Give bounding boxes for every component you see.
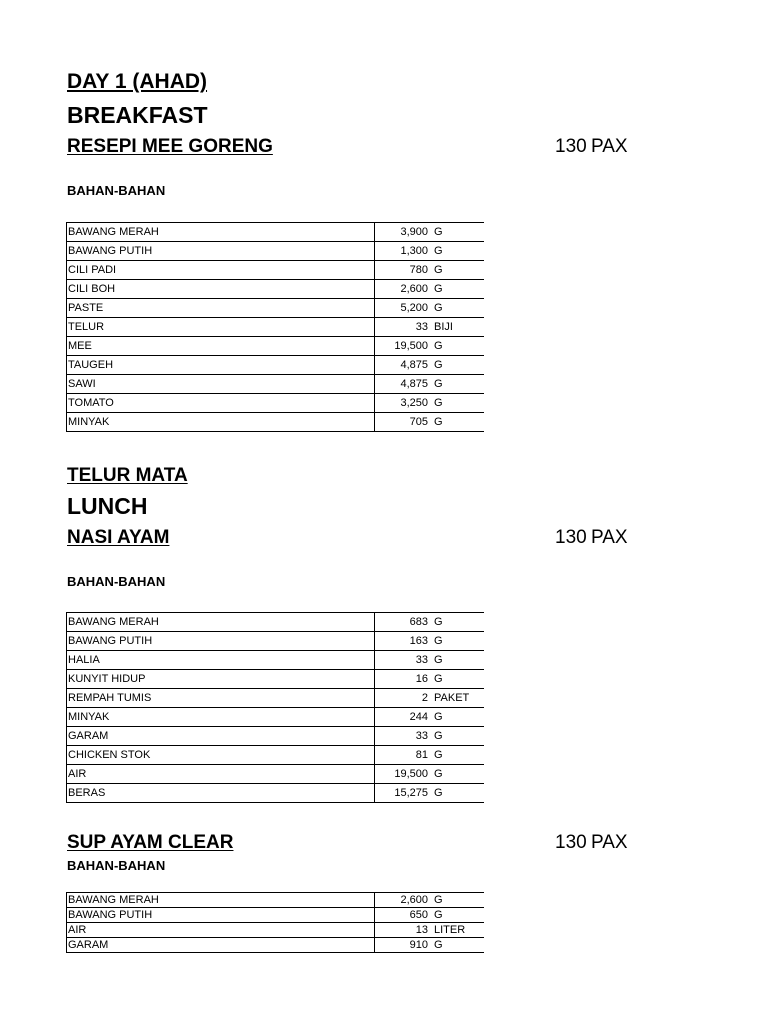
table-row — [67, 689, 485, 708]
table-row — [67, 375, 485, 394]
ingredient-quantity-cell — [375, 413, 485, 432]
ingredient-quantity-cell — [375, 670, 485, 689]
ingredient-quantity-cell — [375, 784, 485, 803]
pax-count-sup-ayam — [555, 832, 628, 854]
table-row — [67, 784, 485, 803]
ingredient-name: AIR — [67, 923, 375, 938]
ingredient-unit: G — [434, 635, 443, 647]
table-row — [67, 632, 485, 651]
ingredient-quantity: 19,500 — [394, 768, 428, 780]
ingredient-unit: G — [434, 264, 443, 276]
ingredient-quantity-cell — [375, 337, 485, 356]
pax-label: PAX — [591, 527, 628, 548]
table-row — [67, 223, 485, 242]
ingredient-unit: G — [434, 378, 443, 390]
recipe-title-mee-goreng: RESEPI MEE GORENG — [67, 136, 273, 157]
ingredient-unit: G — [434, 894, 443, 906]
ingredient-unit: G — [434, 302, 443, 314]
table-row — [67, 318, 485, 337]
ingredient-unit: G — [434, 768, 443, 780]
ingredient-quantity: 780 — [409, 264, 428, 276]
table-row — [67, 394, 485, 413]
ingredient-unit: G — [434, 909, 443, 921]
ingredient-unit: LITER — [434, 924, 466, 936]
ingredient-name: TOMATO — [67, 394, 375, 413]
ingredient-quantity-cell — [375, 613, 485, 632]
ingredient-quantity: 19,500 — [394, 340, 428, 352]
ingredient-quantity: 4,875 — [400, 378, 428, 390]
ingredient-quantity: 13 — [415, 924, 428, 936]
ingredients-table-mee-goreng — [66, 222, 484, 432]
ingredient-quantity-cell — [375, 765, 485, 784]
ingredient-unit: PAKET — [434, 692, 470, 704]
table-row — [67, 923, 485, 938]
ingredient-name: TELUR — [67, 318, 375, 337]
ingredient-name: BAWANG MERAH — [67, 613, 375, 632]
ingredient-unit: G — [434, 654, 443, 666]
pax-count-mee-goreng — [555, 136, 628, 158]
ingredient-quantity: 163 — [409, 635, 428, 647]
ingredient-name: BAWANG MERAH — [67, 223, 375, 242]
ingredient-quantity-cell — [375, 908, 485, 923]
ingredient-name: BERAS — [67, 784, 375, 803]
ingredients-heading: BAHAN-BAHAN — [67, 858, 166, 873]
pax-number: 130 — [555, 832, 587, 853]
table-row — [67, 413, 485, 432]
ingredient-quantity-cell — [375, 242, 485, 261]
ingredient-quantity: 33 — [415, 730, 428, 742]
ingredient-name: KUNYIT HIDUP — [67, 670, 375, 689]
pax-label: PAX — [591, 136, 628, 157]
ingredient-unit: G — [434, 673, 443, 685]
ingredient-quantity: 650 — [409, 909, 428, 921]
ingredient-name: BAWANG PUTIH — [67, 908, 375, 923]
ingredient-quantity-cell — [375, 318, 485, 337]
ingredient-quantity: 683 — [409, 616, 428, 628]
table-row — [67, 261, 485, 280]
ingredients-heading: BAHAN-BAHAN — [67, 574, 166, 589]
ingredient-unit: G — [434, 245, 443, 257]
table-row — [67, 765, 485, 784]
ingredient-name: AIR — [67, 765, 375, 784]
ingredient-quantity: 33 — [415, 321, 428, 333]
ingredient-unit: G — [434, 711, 443, 723]
table-row — [67, 708, 485, 727]
ingredient-quantity: 33 — [415, 654, 428, 666]
ingredient-name: CHICKEN STOK — [67, 746, 375, 765]
ingredient-quantity: 1,300 — [400, 245, 428, 257]
ingredient-name: GARAM — [67, 938, 375, 953]
table-row — [67, 893, 485, 908]
ingredient-quantity-cell — [375, 708, 485, 727]
meal-heading-breakfast: BREAKFAST — [67, 102, 208, 128]
ingredient-quantity-cell — [375, 299, 485, 318]
table-row — [67, 651, 485, 670]
ingredient-quantity: 81 — [415, 749, 428, 761]
ingredient-name: CILI PADI — [67, 261, 375, 280]
ingredient-quantity: 5,200 — [400, 302, 428, 314]
ingredient-quantity: 2 — [421, 692, 428, 704]
pax-number: 130 — [555, 527, 587, 548]
ingredient-quantity: 3,250 — [400, 397, 428, 409]
ingredient-quantity-cell — [375, 394, 485, 413]
ingredient-quantity-cell — [375, 280, 485, 299]
ingredient-name: MEE — [67, 337, 375, 356]
ingredient-quantity-cell — [375, 689, 485, 708]
ingredient-name: BAWANG PUTIH — [67, 632, 375, 651]
ingredient-unit: G — [434, 340, 443, 352]
ingredient-unit: G — [434, 416, 443, 428]
ingredient-name: REMPAH TUMIS — [67, 689, 375, 708]
ingredient-quantity: 16 — [415, 673, 428, 685]
ingredient-unit: G — [434, 730, 443, 742]
ingredient-name: SAWI — [67, 375, 375, 394]
ingredient-unit: BIJI — [434, 321, 453, 333]
table-row — [67, 670, 485, 689]
ingredient-name: CILI BOH — [67, 280, 375, 299]
ingredient-quantity-cell — [375, 632, 485, 651]
ingredient-quantity-cell — [375, 893, 485, 908]
ingredient-name: BAWANG MERAH — [67, 893, 375, 908]
meal-heading-lunch: LUNCH — [67, 493, 148, 519]
ingredient-unit: G — [434, 226, 443, 238]
ingredient-unit: G — [434, 787, 443, 799]
ingredient-quantity-cell — [375, 651, 485, 670]
ingredient-name: MINYAK — [67, 413, 375, 432]
ingredients-heading: BAHAN-BAHAN — [67, 183, 166, 198]
ingredient-unit: G — [434, 939, 443, 951]
ingredient-quantity-cell — [375, 261, 485, 280]
ingredient-name: MINYAK — [67, 708, 375, 727]
ingredient-quantity: 2,600 — [400, 894, 428, 906]
day-title: DAY 1 (AHAD) — [67, 70, 208, 93]
ingredient-quantity-cell — [375, 746, 485, 765]
recipe-title-telur-mata: TELUR MATA — [67, 465, 188, 486]
ingredient-name: GARAM — [67, 727, 375, 746]
pax-number: 130 — [555, 136, 587, 157]
pax-count-nasi-ayam — [555, 527, 628, 549]
table-row — [67, 280, 485, 299]
ingredient-quantity: 2,600 — [400, 283, 428, 295]
table-row — [67, 337, 485, 356]
recipe-title-sup-ayam-clear: SUP AYAM CLEAR — [67, 832, 234, 853]
table-row — [67, 242, 485, 261]
ingredient-unit: G — [434, 749, 443, 761]
ingredient-quantity: 705 — [409, 416, 428, 428]
table-row — [67, 356, 485, 375]
ingredient-unit: G — [434, 283, 443, 295]
table-row — [67, 299, 485, 318]
ingredient-name: BAWANG PUTIH — [67, 242, 375, 261]
ingredient-quantity: 4,875 — [400, 359, 428, 371]
ingredient-quantity-cell — [375, 727, 485, 746]
ingredient-name: TAUGEH — [67, 356, 375, 375]
ingredient-quantity-cell — [375, 923, 485, 938]
ingredient-quantity-cell — [375, 223, 485, 242]
table-row — [67, 938, 485, 953]
ingredient-unit: G — [434, 359, 443, 371]
ingredients-table-nasi-ayam — [66, 612, 484, 803]
table-row — [67, 727, 485, 746]
recipe-title-nasi-ayam: NASI AYAM — [67, 527, 170, 548]
ingredient-quantity: 244 — [409, 711, 428, 723]
ingredient-unit: G — [434, 397, 443, 409]
pax-label: PAX — [591, 832, 628, 853]
ingredient-quantity-cell — [375, 356, 485, 375]
table-row — [67, 746, 485, 765]
ingredients-table-sup-ayam — [66, 892, 484, 953]
ingredient-quantity: 15,275 — [394, 787, 428, 799]
ingredient-unit: G — [434, 616, 443, 628]
ingredient-quantity: 3,900 — [400, 226, 428, 238]
ingredient-quantity: 910 — [409, 939, 428, 951]
table-row — [67, 613, 485, 632]
ingredient-quantity-cell — [375, 375, 485, 394]
ingredient-name: PASTE — [67, 299, 375, 318]
table-row — [67, 908, 485, 923]
ingredient-name: HALIA — [67, 651, 375, 670]
ingredient-quantity-cell — [375, 938, 485, 953]
